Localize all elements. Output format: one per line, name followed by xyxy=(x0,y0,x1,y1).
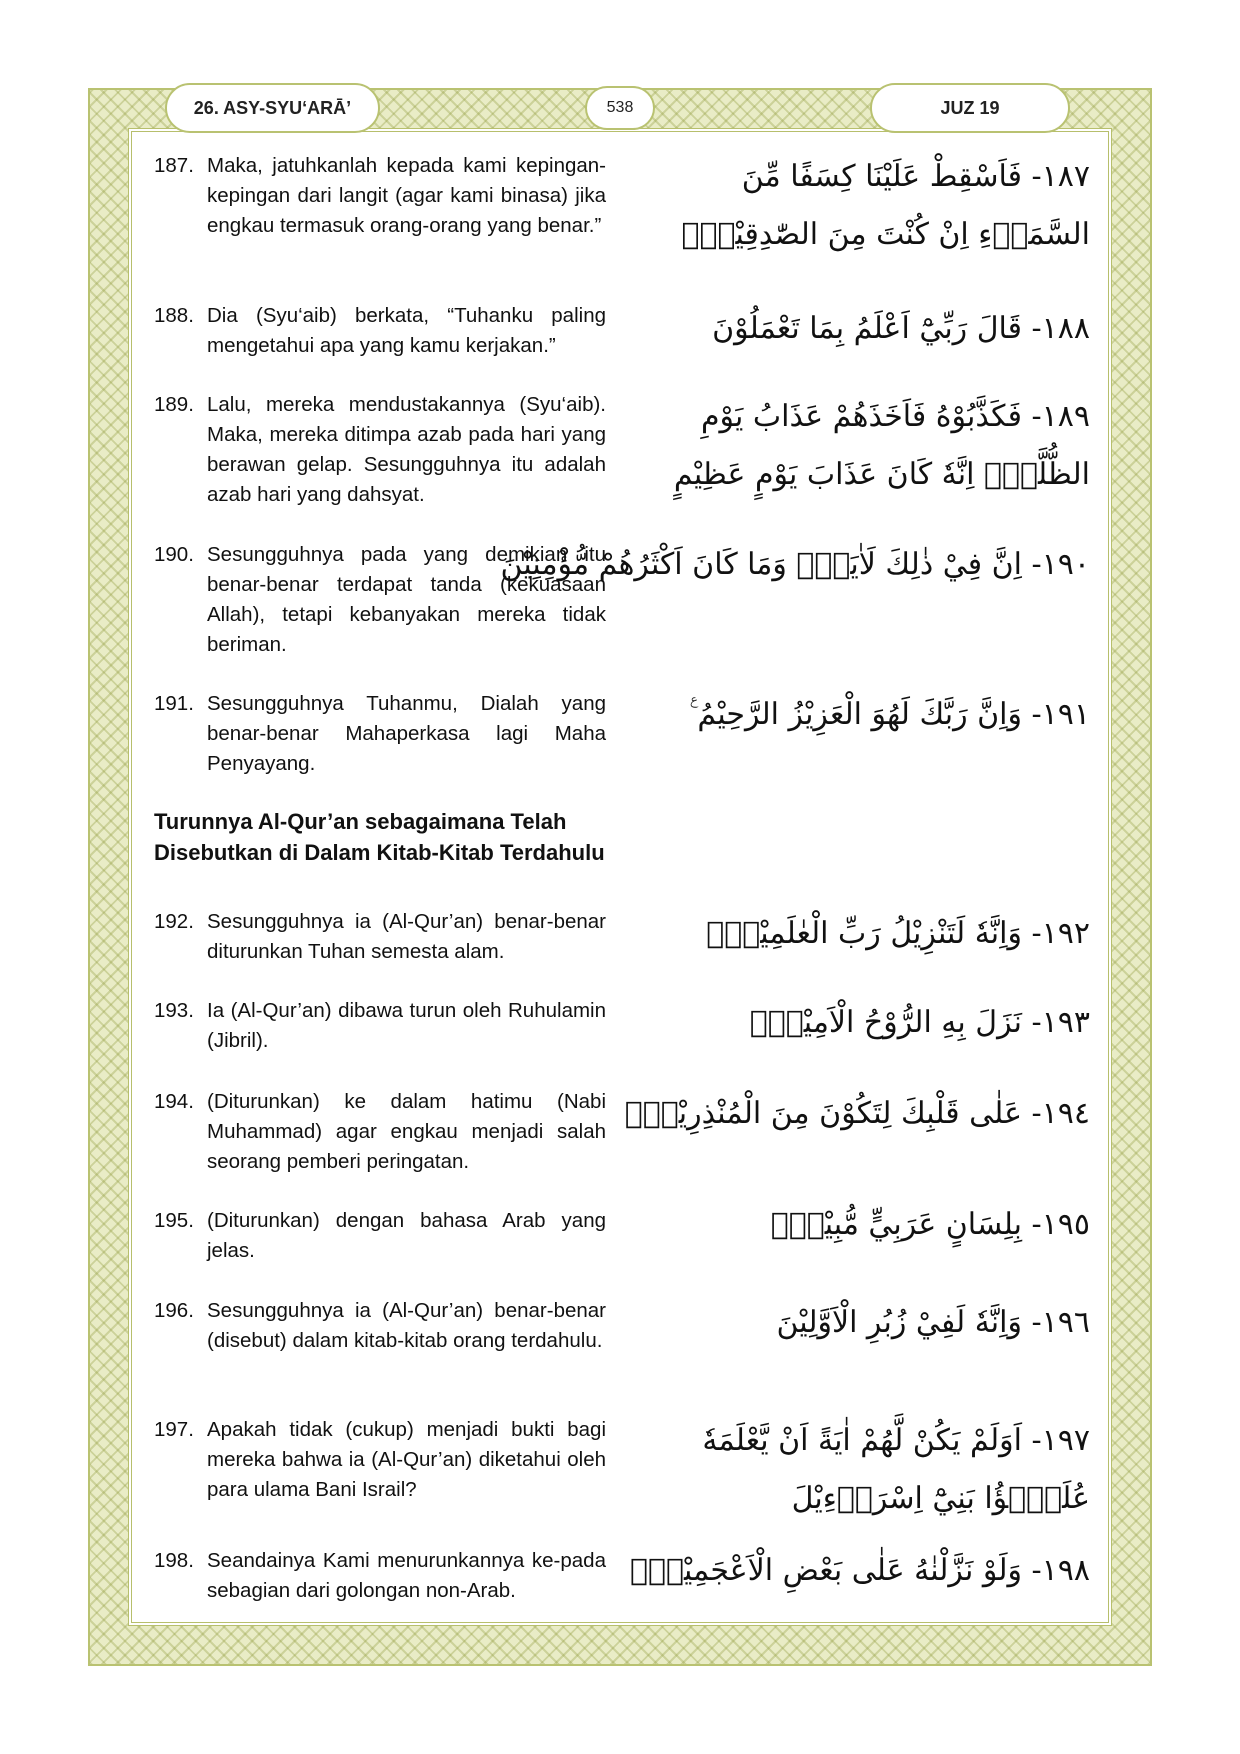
verse-number: 190. xyxy=(154,543,194,566)
arabic-verse-189: ١٨٩- فَكَذَّبُوْهُ فَاَخَذَهُمْ عَذَابُ يَوْمِ الظُّلَّةِۗ اِنَّهٗ كَانَ عَذَابَ يَوْمٍ عَظِيْمٍ xyxy=(673,399,1090,492)
surah-name-tab xyxy=(165,83,380,133)
arabic-verse-191: ١٩١- وَاِنَّ رَبَّكَ لَهُوَ الْعَزِيْزُ الرَّحِيْمُ ࣖ xyxy=(689,697,1090,732)
translation-text: Apakah tidak (cukup) menjadi bukti bagi mereka bahwa ia (Al-Qur’an) diketahui oleh para ulama Bani Israil? xyxy=(207,1418,606,1501)
translation-text: Sesungguhnya ia (Al-Qur’an) benar-benar (disebut) dalam kitab-kitab orang terdahulu. xyxy=(207,1299,606,1352)
translation-text: Maka, jatuhkanlah kepada kami kepingan-kepingan dari langit (agar kami binasa) jika engkau termasuk orang-orang yang benar.” xyxy=(207,154,606,237)
translation-text: Seandainya Kami menurunkannya ke-pada sebagian dari golongan non-Arab. xyxy=(207,1549,606,1602)
arabic-verse-198: ١٩٨- وَلَوْ نَزَّلْنٰهُ عَلٰى بَعْضِ الْاَعْجَمِيْنَۙ xyxy=(630,1553,1090,1588)
verse-number: 191. xyxy=(154,692,194,715)
verse-number: 188. xyxy=(154,304,194,327)
surah-name: 26. ASY-SYU‘ARĀ’ xyxy=(193,97,352,118)
verse-number: 196. xyxy=(154,1299,194,1322)
verse-number: 193. xyxy=(154,999,194,1022)
verse-number: 189. xyxy=(154,393,194,416)
juz-label: JUZ 19 xyxy=(940,97,1000,118)
verse-number: 195. xyxy=(154,1209,194,1232)
arabic-verse-195: ١٩٥- بِلِسَانٍ عَرَبِيٍّ مُّبِيْنٍۗ xyxy=(770,1207,1090,1242)
translation-text: (Diturunkan) ke dalam hatimu (Nabi Muhammad) agar engkau menjadi salah seorang pemberi peringatan. xyxy=(207,1090,606,1173)
translation-192 xyxy=(154,907,606,967)
translation-196 xyxy=(154,1296,606,1356)
translation-text: Sesungguhnya Tuhanmu, Dialah yang benar-benar Mahaperkasa lagi Maha Penyayang. xyxy=(207,692,606,775)
arabic-verse-193: ١٩٣- نَزَلَ بِهِ الرُّوْحُ الْاَمِيْنُۙ xyxy=(749,1005,1090,1040)
arabic-verse-196: ١٩٦- وَاِنَّهٗ لَفِيْ زُبُرِ الْاَوَّلِيْنَ xyxy=(776,1305,1090,1340)
translation-191 xyxy=(154,689,606,779)
translation-187 xyxy=(154,151,606,241)
translation-189 xyxy=(154,390,606,510)
translation-195 xyxy=(154,1206,606,1266)
arabic-verse-194: ١٩٤- عَلٰى قَلْبِكَ لِتَكُوْنَ مِنَ الْمُنْذِرِيْنَۙ xyxy=(624,1096,1090,1131)
section-heading: Turunnya Al-Qur’an sebagaimana Telah Disebutkan di Dalam Kitab-Kitab Terdahulu xyxy=(154,809,605,865)
arabic-verse-192: ١٩٢- وَاِنَّهٗ لَتَنْزِيْلُ رَبِّ الْعٰلَمِيْنَۗ xyxy=(706,916,1090,951)
verse-number: 192. xyxy=(154,910,194,933)
translation-194 xyxy=(154,1087,606,1177)
arabic-verse-197: ١٩٧- اَوَلَمْ يَكُنْ لَّهُمْ اٰيَةً اَنْ يَّعْلَمَهٗ عُلَمٰۤؤُا بَنِيْٓ اِسْرَاۤءِيْلَ xyxy=(702,1423,1090,1516)
translation-188 xyxy=(154,301,606,361)
arabic-verse-190: ١٩٠- اِنَّ فِيْ ذٰلِكَ لَاٰيَةًۗ وَمَا كَانَ اَكْثَرُهُمْ مُّؤْمِنِيْنَ xyxy=(500,547,1090,582)
translation-text: Lalu, mereka mendustakannya (Syu‘aib). Maka, mereka ditimpa azab pada hari yang berawan gelap. Sesungguhnya itu adalah azab hari yang dahsyat. xyxy=(207,393,606,506)
arabic-verse-188: ١٨٨- قَالَ رَبِّيْٓ اَعْلَمُ بِمَا تَعْمَلُوْنَ xyxy=(712,311,1090,346)
translation-text: Sesungguhnya pada yang demikian itu benar-benar terdapat tanda (kekuasaan Allah), tetapi kebanyakan mereka tidak beriman. xyxy=(207,543,606,656)
verse-number: 194. xyxy=(154,1090,194,1113)
translation-text: Ia (Al-Qur’an) dibawa turun oleh Ruhulamin (Jibril). xyxy=(207,999,606,1052)
juz-tab xyxy=(870,83,1070,133)
translation-text: Sesungguhnya ia (Al-Qur’an) benar-benar diturunkan Tuhan semesta alam. xyxy=(207,910,606,963)
page-number: 538 xyxy=(606,99,634,116)
translation-text: (Diturunkan) dengan bahasa Arab yang jelas. xyxy=(207,1209,606,1262)
page-number-tab xyxy=(585,86,655,130)
translation-198 xyxy=(154,1546,606,1606)
translation-193 xyxy=(154,996,606,1056)
translation-197 xyxy=(154,1415,606,1505)
translation-text: Dia (Syu‘aib) berkata, “Tuhanku paling mengetahui apa yang kamu kerjakan.” xyxy=(207,304,606,357)
verse-number: 187. xyxy=(154,154,194,177)
verse-number: 198. xyxy=(154,1549,194,1572)
arabic-verse-187: ١٨٧- فَاَسْقِطْ عَلَيْنَا كِسَفًا مِّنَ السَّمَاۤءِ اِنْ كُنْتَ مِنَ الصّٰدِقِيْنَۗ xyxy=(681,159,1090,252)
verse-number: 197. xyxy=(154,1418,194,1441)
